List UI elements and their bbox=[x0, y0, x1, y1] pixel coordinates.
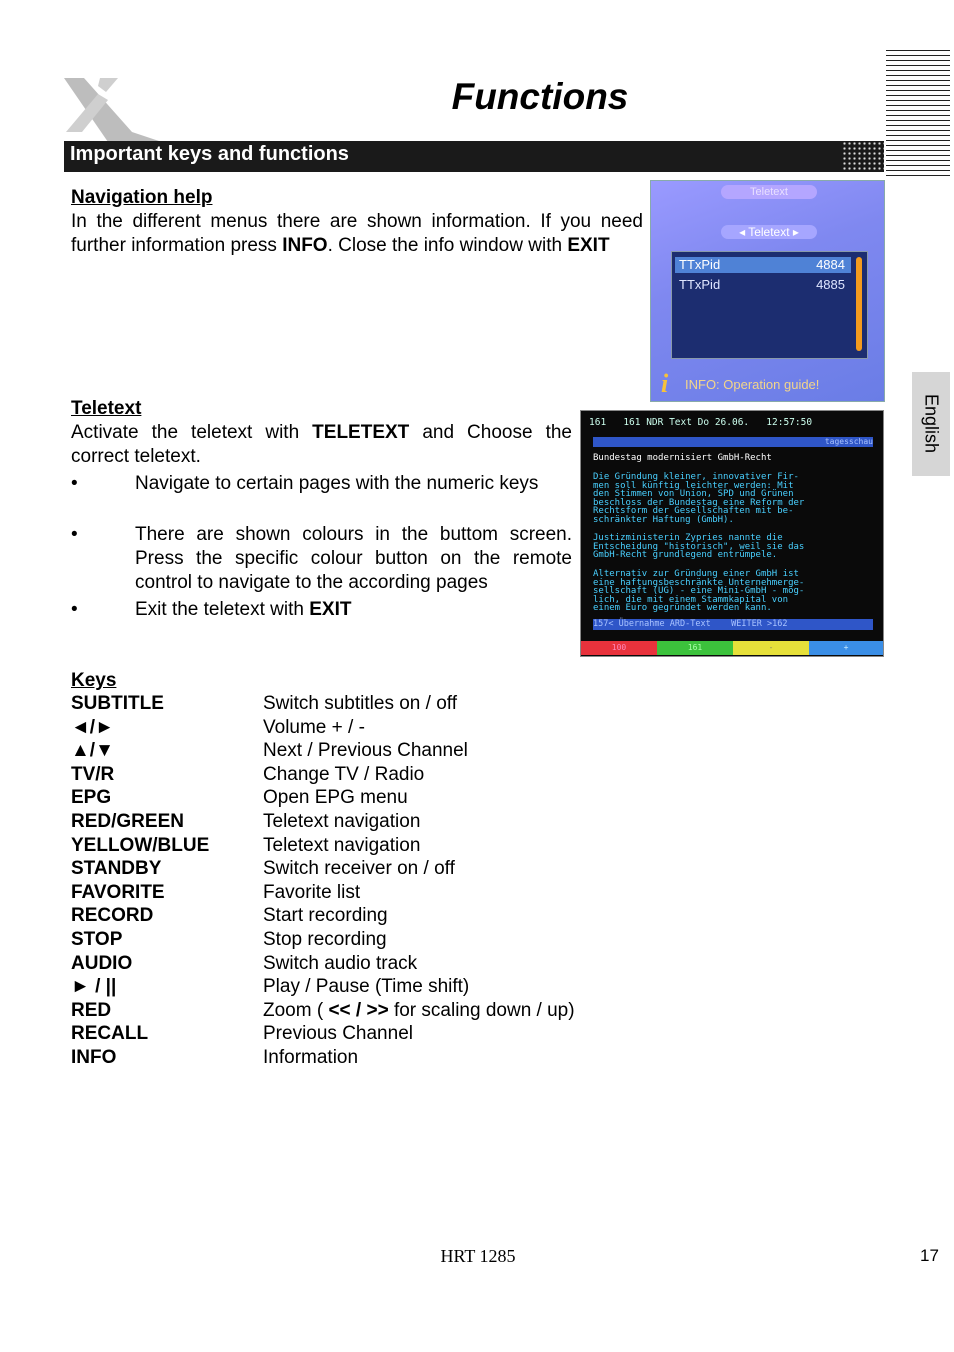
key-name: RECORD bbox=[71, 905, 154, 927]
key-description: Favorite list bbox=[263, 881, 361, 903]
key-name: YELLOW/BLUE bbox=[71, 834, 210, 856]
key-description: Stop recording bbox=[263, 929, 387, 950]
key-description: Zoom ( << / >> for scaling down / up) bbox=[263, 999, 575, 1021]
teletext-footer: 157< Übernahme ARD-Text WEITER >162 bbox=[593, 619, 873, 630]
teletext-intro: Activate the teletext with TELETEXT and Choose the correct teletext. bbox=[71, 422, 572, 467]
key-description: Teletext navigation bbox=[263, 811, 421, 832]
teletext-header: 161 161 NDR Text Do 26.06. 12:57:50 bbox=[589, 417, 813, 428]
page-number: 17 bbox=[920, 1246, 939, 1265]
key-description: Switch receiver on / off bbox=[263, 858, 455, 880]
decorative-stripes bbox=[886, 50, 950, 178]
teletext-heading: Teletext bbox=[71, 398, 142, 419]
key-name: RED/GREEN bbox=[71, 811, 184, 832]
exit-key-label: EXIT bbox=[567, 234, 610, 256]
section-bar-dots bbox=[842, 141, 884, 172]
key-name: ◄/► bbox=[71, 716, 114, 738]
key-name: ► / || bbox=[71, 976, 117, 998]
bullet-marker: • bbox=[71, 473, 78, 494]
key-name: AUDIO bbox=[71, 952, 133, 974]
teletext-paragraph: Die Gründung kleiner, innovativer Fir- men soll künftig leichter werden: Mit den Stimmen von Union, SPD und Grünen beschloss der Bundestag eine Reform der Rechtsform der Gesellschaften mit be- schränkter Haftung (GmbH). bbox=[593, 472, 805, 525]
green-button-bar: 161 bbox=[657, 641, 733, 655]
key-name: STOP bbox=[71, 929, 123, 950]
key-description: Previous Channel bbox=[263, 1023, 413, 1045]
teletext-paragraph: Justizministerin Zypries nannte die Entscheidung "historisch", weil sie das GmbH-Recht grundlegend entrümpele. bbox=[593, 533, 805, 561]
red-button-bar: 100 bbox=[581, 641, 657, 655]
key-description: Switch subtitles on / off bbox=[263, 693, 457, 714]
key-description: Information bbox=[263, 1047, 359, 1068]
key-name: FAVORITE bbox=[71, 881, 165, 903]
yellow-button-bar: - bbox=[733, 641, 809, 655]
brand-logo bbox=[62, 70, 182, 150]
key-description: Play / Pause (Time shift) bbox=[263, 976, 470, 998]
menu-title: Teletext bbox=[721, 185, 817, 199]
key-name: SUBTITLE bbox=[71, 693, 164, 714]
teletext-screenshot bbox=[580, 410, 884, 657]
key-description: Open EPG menu bbox=[263, 787, 408, 809]
key-description: Teletext navigation bbox=[263, 834, 421, 856]
key-description: Start recording bbox=[263, 905, 388, 927]
teletext-menu-screenshot bbox=[650, 180, 885, 402]
bullet-marker: • bbox=[71, 524, 78, 545]
key-name: STANDBY bbox=[71, 858, 162, 880]
navigation-help-text: In the different menus there are shown information. If you need further information press INFO. Close the info window with EXIT bbox=[71, 211, 643, 256]
bullet-marker: • bbox=[71, 599, 78, 620]
navigation-help-heading: Navigation help bbox=[71, 187, 213, 208]
key-description: Change TV / Radio bbox=[263, 763, 425, 785]
menu-info-text: INFO: Operation guide! bbox=[685, 377, 820, 392]
key-name: RED bbox=[71, 999, 112, 1021]
exit-key-label: EXIT bbox=[309, 599, 352, 620]
key-description: Next / Previous Channel bbox=[263, 740, 468, 762]
teletext-headline: Bundestag modernisiert GmbH-Recht bbox=[593, 453, 772, 463]
key-description: Switch audio track bbox=[263, 952, 418, 974]
menu-selector: ◂ Teletext ▸ bbox=[721, 225, 817, 239]
key-name: EPG bbox=[71, 787, 112, 809]
teletext-key-label: TELETEXT bbox=[312, 422, 410, 443]
teletext-paragraph: Alternativ zur Gründung einer GmbH ist eine haftungsbeschränkte Unternehmerge- sellschaft (UG) - eine Mini-GmbH - mög- lich, die mit einem Stammkapital von einem Euro gegründet werden kann. bbox=[593, 569, 805, 614]
teletext-band: tagesschau bbox=[593, 437, 873, 447]
menu-row: TTxPid 4885 bbox=[679, 277, 845, 292]
key-name: RECALL bbox=[71, 1023, 149, 1045]
keys-heading: Keys bbox=[71, 670, 117, 691]
key-name: INFO bbox=[71, 1047, 117, 1068]
key-description: Volume + / - bbox=[263, 716, 365, 738]
info-key-label: INFO bbox=[282, 234, 328, 256]
footer-model: HRT 1285 bbox=[440, 1246, 516, 1266]
key-name: ▲/▼ bbox=[71, 740, 114, 762]
section-bar-label: Important keys and functions bbox=[70, 143, 349, 165]
info-icon: i bbox=[661, 369, 669, 398]
blue-button-bar: + bbox=[809, 641, 883, 655]
language-tab-label: English bbox=[921, 394, 942, 454]
menu-scrollbar bbox=[856, 257, 862, 351]
key-name: TV/R bbox=[71, 763, 115, 785]
menu-row: TTxPid 4884 bbox=[675, 257, 851, 273]
page-title: Functions bbox=[451, 76, 629, 117]
